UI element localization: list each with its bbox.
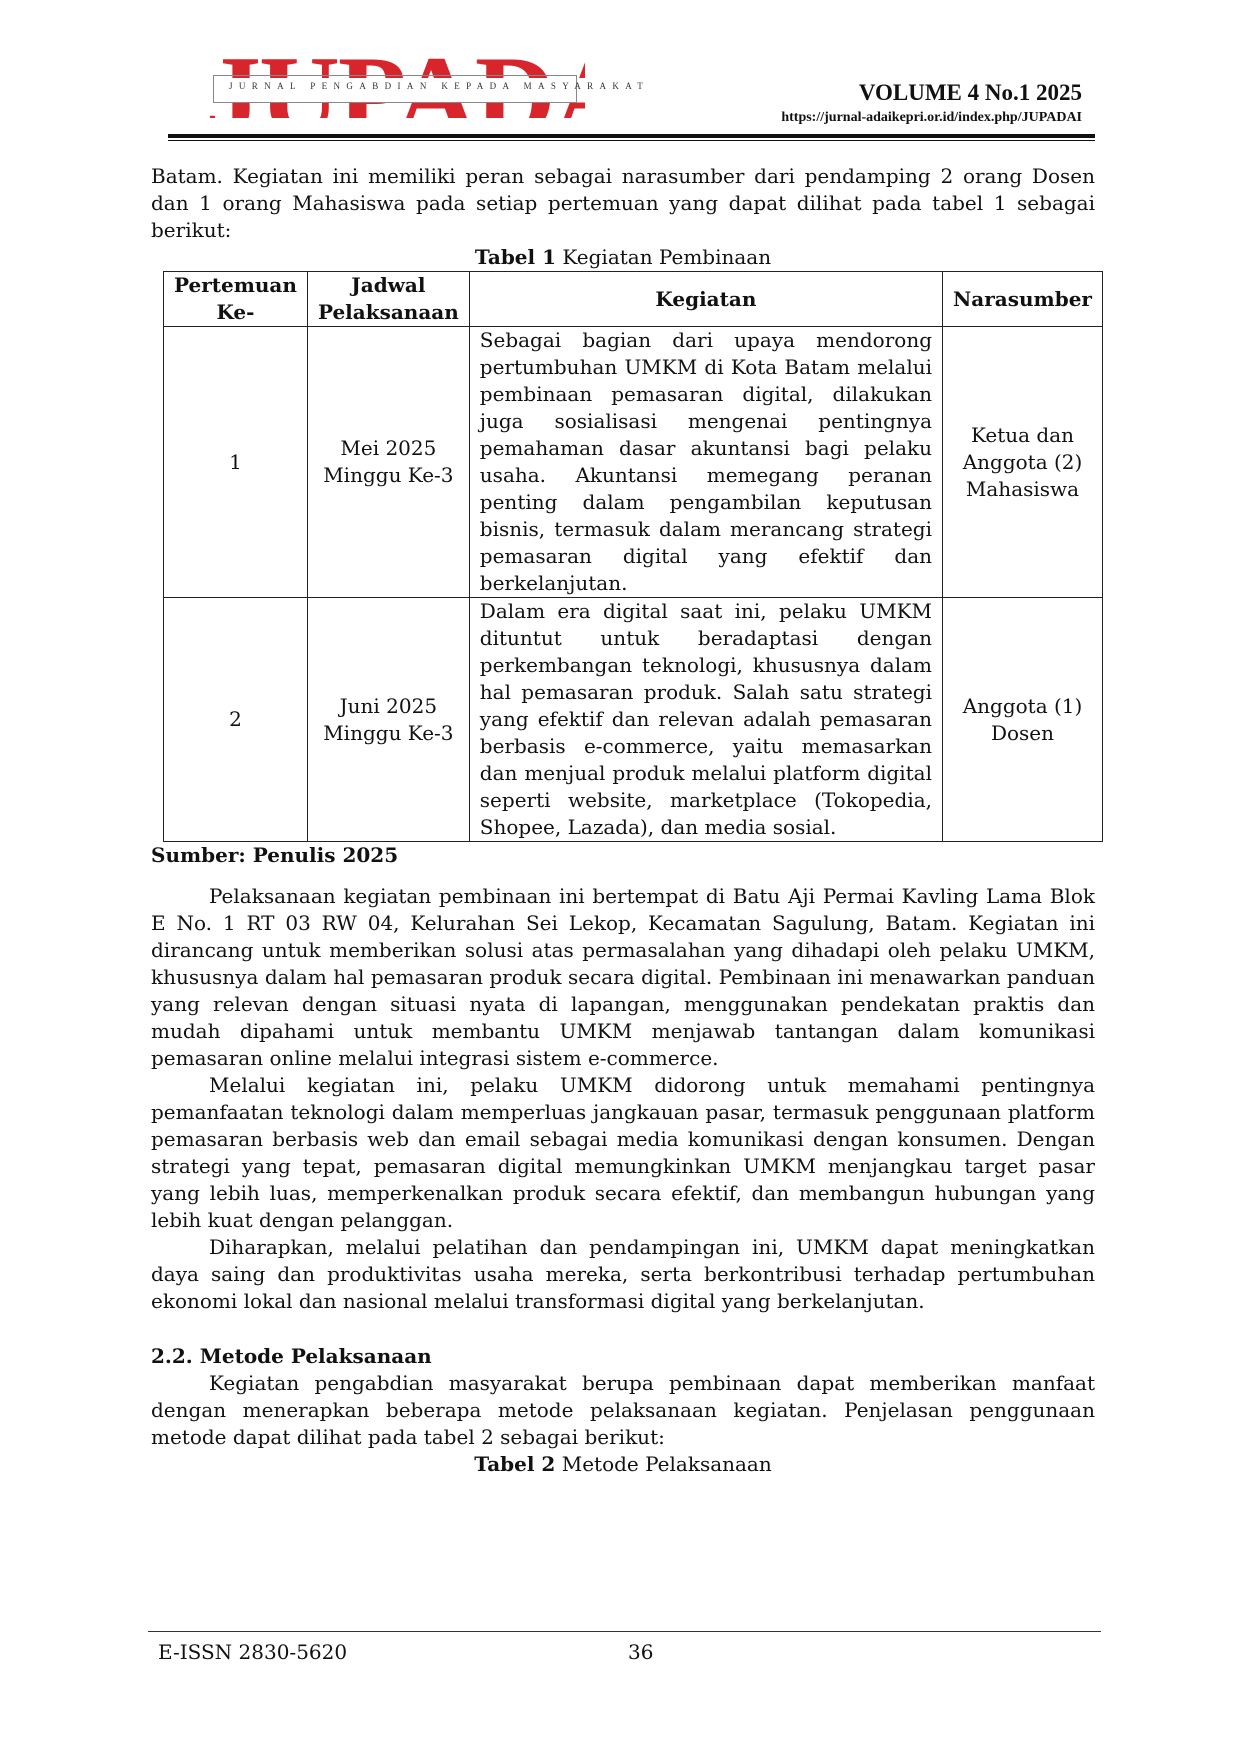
table-row [164,327,1103,598]
header-pertemuan: Pertemuan Ke- [164,272,308,327]
cell-pertemuan: 1 [164,327,308,598]
cell-kegiatan: Sebagai bagian dari upaya mendorong pertumbuhan UMKM di Kota Batam melalui pembinaan pemasaran digital, dilakukan juga sosialisasi mengenai pentingnya pemahaman dasar akuntansi bagi pelaku usaha. Akuntansi memegang peranan penting dalam pengambilan keputusan bisnis, termasuk dalam merancang strategi pemasaran digital yang efektif dan berkelanjutan. [469,327,942,598]
table1-caption-label: Tabel 1 [474,245,557,269]
header-kegiatan: Kegiatan [469,272,942,327]
header-rule-thick [168,134,1095,138]
table-row [164,598,1103,842]
header-jadwal: Jadwal Pelaksanaan [307,272,469,327]
header-rule-thin [168,140,1095,141]
table1-source: Sumber: Penulis 2025 [151,843,399,867]
body-paragraph: Melalui kegiatan ini, pelaku UMKM didorong untuk memahami pentingnya pemanfaatan teknologi dalam memperluas jangkauan pasar, termasuk penggunaan platform pemasaran berbasis web dan email sebagai media komunikasi dengan konsumen. Dengan strategi yang tepat, pemasaran digital memungkinkan UMKM menjangkau target pasar yang lebih luas, memperkenalkan produk secara efektif, dan membangun hubungan yang lebih kuat dengan pelanggan. [151,1073,1095,1232]
logo-subtitle: JURNAL PENGABDIAN KEPADA MASYARAKAT [229,81,650,91]
issn-label: E-ISSN 2830-5620 [158,1640,348,1664]
section-heading: 2.2. Metode Pelaksanaan [151,1344,432,1368]
activities-table [163,271,1103,842]
table1-caption-text: Kegiatan Pembinaan [556,245,772,269]
table2-caption-label: Tabel 2 [474,1452,556,1476]
journal-logo [205,50,650,136]
intro-paragraph: Batam. Kegiatan ini memiliki peran sebagai narasumber dari pendamping 2 orang Dosen dan 1 orang Mahasiswa pada setiap pertemuan yang dapat dilihat pada tabel 1 sebagai berikut: [151,164,1095,242]
body-paragraph: Pelaksanaan kegiatan pembinaan ini bertempat di Batu Aji Permai Kavling Lama Blok E No. 1 RT 03 RW 04, Kelurahan Sei Lekop, Kecamatan Sagulung, Batam. Kegiatan ini dirancang untuk memberikan solusi atas permasalahan yang dihadapi oleh pelaku UMKM, khususnya dalam hal pemasaran produk secara digital. Pembinaan ini menawarkan panduan yang relevan dengan situasi nyata di lapangan, menggunakan pendekatan praktis dan mudah dipahami untuk membantu UMKM menjawab tantangan dalam komunikasi pemasaran online melalui integrasi sistem e-commerce. [151,884,1095,1070]
table2-caption [151,1451,1095,1478]
page-number: 36 [628,1640,654,1664]
cell-pertemuan: 2 [164,598,308,842]
cell-kegiatan: Dalam era digital saat ini, pelaku UMKM dituntut untuk beradaptasi dengan perkembangan teknologi, khususnya dalam hal pemasaran produk. Salah satu strategi yang efektif dan relevan adalah pemasaran berbasis e-commerce, yaitu memasarkan dan menjual produk melalui platform digital seperti website, marketplace (Tokopedia, Shopee, Lazada), dan media sosial. [469,598,942,842]
cell-jadwal: Juni 2025 Minggu Ke-3 [307,598,469,842]
cell-narasumber: Ketua dan Anggota (2) Mahasiswa [943,327,1103,598]
section-paragraph: Kegiatan pengabdian masyarakat berupa pembinaan dapat memberikan manfaat dengan menerapkan beberapa metode pelaksanaan kegiatan. Penjelasan penggunaan metode dapat dilihat pada tabel 2 sebagai berikut: [151,1371,1095,1449]
table-header-row [164,272,1103,327]
page-content [151,163,1095,1478]
journal-url: https://jurnal-adaikepri.or.id/index.php/JUPADAI [781,110,1082,125]
cell-jadwal: Mei 2025 Minggu Ke-3 [307,327,469,598]
table2-caption-text: Metode Pelaksanaan [555,1452,772,1476]
header-narasumber: Narasumber [943,272,1103,327]
volume-label: VOLUME 4 No.1 2025 [858,80,1082,105]
table1-caption [151,244,1095,271]
footer-rule [148,1631,1101,1632]
body-paragraph: Diharapkan, melalui pelatihan dan pendampingan ini, UMKM dapat meningkatkan daya saing dan produktivitas usaha mereka, serta berkontribusi terhadap pertumbuhan ekonomi lokal dan nasional melalui transformasi digital yang berkelanjutan. [151,1235,1095,1313]
cell-narasumber: Anggota (1) Dosen [943,598,1103,842]
